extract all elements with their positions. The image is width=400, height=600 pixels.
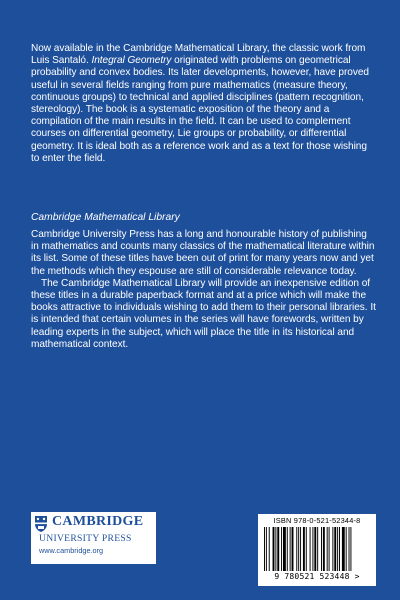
barcode-bar — [342, 527, 345, 571]
barcode-bar — [337, 527, 338, 571]
series-title: Cambridge Mathematical Library — [31, 212, 180, 223]
barcode-bar — [292, 527, 294, 571]
barcode-bar — [339, 527, 340, 571]
publisher-logo — [31, 512, 156, 564]
barcode-panel — [258, 514, 376, 586]
barcode-bar — [327, 527, 328, 571]
barcode-bar — [303, 527, 305, 571]
barcode-bar — [275, 527, 276, 571]
publisher-press: UNIVERSITY PRESS — [39, 533, 132, 544]
barcode-bar — [306, 527, 307, 571]
description-text-start: Now available in the Cambridge Mathematical Library, the classic work from Luis Santaló. — [31, 43, 366, 67]
series-paragraph-2: The Cambridge Mathematical Library will provide an inexpensive edition of these titles in a durable paperback format and at a price which will make the books attractive to individuals wishing to add them to their personal libraries. It is intended that certain volumes in the series will have forewords, written by leading experts in the subject, which will place the title in its historical and mathematical context. — [31, 277, 376, 350]
barcode-bar — [321, 527, 322, 571]
barcode-bar — [310, 527, 311, 571]
barcode-bar — [314, 527, 316, 571]
barcode-bar — [264, 527, 265, 571]
barcode-digits: 9 780521 523448 > — [274, 572, 360, 581]
description-paragraph — [31, 43, 376, 165]
barcode-bar — [277, 527, 279, 571]
barcode-bar — [329, 527, 330, 571]
barcode-bar — [298, 527, 299, 571]
barcode-bar — [317, 527, 318, 571]
barcode-bar — [287, 527, 288, 571]
barcode-icon — [264, 527, 370, 571]
barcode-bar — [283, 527, 286, 571]
barcode-bar — [281, 527, 282, 571]
barcode-bar — [334, 527, 336, 571]
book-title: Integral Geometry — [91, 55, 172, 67]
barcode-bar — [273, 527, 275, 571]
barcode-bar — [269, 527, 270, 571]
publisher-url[interactable]: www.cambridge.org — [39, 546, 104, 555]
barcode-bar — [300, 527, 301, 571]
description-text-rest: originated with problems on geometrical probability and convex bodies. Its later developments, however, have proved useful in several fields ranging from pure mathematics (measure theory, continuous groups) to technical and applied disciplines (pattern recognition, stereology). The book is a systematic exposition of the theory and a compilation of the main results in the field. It can be used to complement courses on differential geometry, Lie groups or probability, or differential geometry. It is ideal both as a reference work and as a text for those wishing to enter the field. — [31, 55, 369, 164]
barcode-bar — [312, 527, 313, 571]
barcode-bar — [350, 527, 351, 571]
isbn-number: ISBN 978-0-521-52344-8 — [273, 516, 361, 525]
cambridge-crest-icon — [34, 515, 48, 533]
barcode-bar — [290, 527, 291, 571]
book-description — [31, 43, 376, 165]
barcode-bar — [296, 527, 297, 571]
barcode-bar — [332, 527, 333, 571]
series-paragraph-1: Cambridge University Press has a long and honourable history of publishing in mathematics and counts many classics of the mathematical literature within its list. Some of these titles have been out of print for many years now and yet the methods which they espouse are still of considerable relevance today. — [31, 229, 375, 277]
barcode-bar — [346, 527, 347, 571]
barcode-bar — [266, 527, 267, 571]
barcode-bar — [323, 527, 325, 571]
publisher-name: CAMBRIDGE — [52, 514, 144, 529]
series-description — [31, 229, 376, 351]
barcode-bar — [349, 527, 350, 571]
